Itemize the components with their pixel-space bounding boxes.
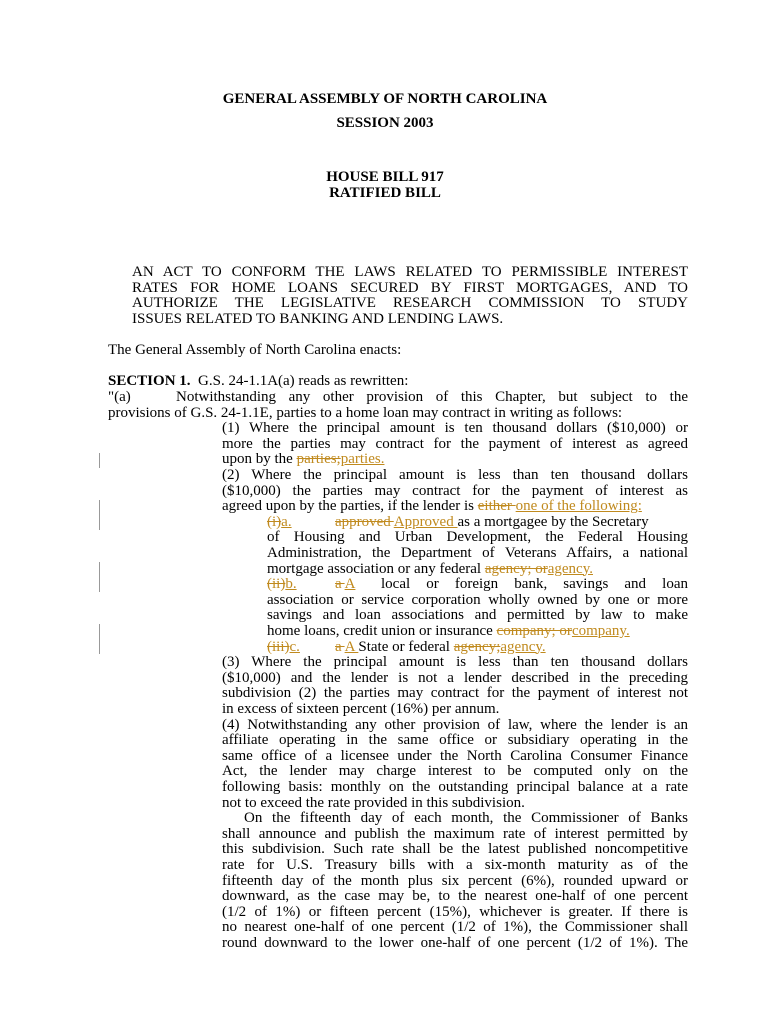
inserted-text: parties. [340,451,385,468]
text-line: same office of a licensee under the North Carolina Consumer Finance [222,747,688,764]
subsection-a-label: "(a) [108,389,131,405]
text-line: rate for U.S. Treasury bills with a six-month maturity as of the [222,856,688,873]
text-line: not to exceed the rate provided in this subdivision. [222,794,525,811]
text-line: upon by the parties;parties. [222,451,385,468]
text-line: fifteenth day of the month plus six percent (6%), rounded upward or [222,872,688,889]
text-line: home loans, credit union or insurance company; orcompany. [267,622,630,639]
text-line: local or foreign bank, savings and loan [381,576,688,593]
text-line: subdivision (2) the parties may contract for the payment of interest not [222,685,688,702]
text-line: Administration, the Department of Veterans Affairs, a national [267,544,688,561]
text-line: (1/2 of 1%) or fifteen percent (15%), whichever is greater. If there is [222,903,688,920]
deleted-text: either [477,498,516,515]
change-bar [99,624,100,654]
bill-status: RATIFIED BILL [329,185,441,201]
item-b-first-rest [381,577,688,593]
text-line: Notwithstanding any other provision of this Chapter, but subject to the [176,389,688,405]
act-title-line: ISSUES RELATED TO BANKING AND LENDING LAWS. [132,310,504,327]
text-line: (1) Where the principal amount is ten thousand dollars ($10,000) or [222,420,688,436]
enacting-clause: The General Assembly of North Carolina enacts: [108,342,402,358]
subdivision-3 [222,655,688,717]
assembly-heading: GENERAL ASSEMBLY OF NORTH CAROLINA [222,91,548,107]
text-line: of Housing and Urban Development, the Federal Housing [267,529,688,546]
rate-paragraph-first [244,811,688,827]
act-title-line: AUTHORIZE THE LEGISLATIVE RESEARCH COMMISSION TO STUDY [132,295,688,312]
item-c-text: a A State or federal agency;agency. [335,638,546,655]
act-title-line: RATES FOR HOME LOANS SECURED BY FIRST MORTGAGES, AND TO [132,279,688,296]
item-b-number: (ii)b. [267,576,297,593]
rate-paragraph [222,827,688,952]
text-line: this subdivision. Such rate shall be the latest published noncompetitive [222,841,688,858]
item-b [267,593,688,640]
text-line: Act, the lender may charge interest to be computed only on the [222,763,688,780]
text-line: no nearest one-half of one percent (1/2 of 1%), the Commissioner shall [222,919,688,936]
text-line: ($10,000) and the lender is not a lender described in the preceding [222,669,688,686]
text-line: shall announce and publish the maximum rate of interest permitted by [222,825,688,842]
text-line: downward, as the case may be, to the nearest one-half of one percent [222,888,688,905]
text-line: (2) Where the principal amount is less than ten thousand dollars [222,467,688,483]
text-line: (4) Notwithstanding any other provision of law, where the lender is an [222,716,688,733]
deleted-text: parties; [296,451,341,468]
subsection-a-text [176,390,688,406]
change-bar [99,562,100,592]
item-a-first: approved Approved as a mortgagee by the Secretary [335,513,649,530]
subdivision-1 [222,421,688,468]
section-label: SECTION 1. [108,373,191,389]
text-line: ($10,000) the parties may contract for the payment of interest as [222,482,688,499]
text-line: more the parties may contract for the payment of interest as agreed [222,435,688,452]
section-1-heading [108,374,408,390]
text-line: affiliate operating in the same office or subsidiary operating in the [222,732,688,749]
text-line: On the fifteenth day of each month, the Commissioner of Banks [244,810,688,827]
act-title-line: AN ACT TO CONFORM THE LAWS RELATED TO PERMISSIBLE INTEREST [132,264,688,280]
change-bar [99,453,100,468]
text-line: in excess of sixteen percent (16%) per annum. [222,700,500,717]
text-line: agreed upon by the parties, if the lender is either one of the following: [222,498,642,515]
subdivision-2 [222,468,688,515]
session-heading: SESSION 2003 [336,115,434,131]
text-line: round downward to the lower one-half of one percent (1/2 of 1%). The [222,934,688,951]
item-a [267,530,688,577]
text-line: following basis: monthly on the outstanding principal balance at a rate [222,778,688,795]
item-a-number: (i)a. [267,513,292,530]
section-intro: G.S. 24-1.1A(a) reads as rewritten: [198,373,409,389]
text-line: association or service corporation wholly owned by one or more [267,591,688,608]
text-line: (3) Where the principal amount is less than ten thousand dollars [222,654,688,671]
text-line: mortgage association or any federal agency; oragency. [267,560,593,577]
subdivision-4 [222,718,688,812]
item-c-number: (iii)c. [267,638,300,655]
act-title [132,265,688,327]
text-line: savings and loan associations and permitted by law to make [267,607,688,624]
item-b-first: a A [335,576,356,593]
change-bar [99,500,100,530]
subsection-a-text-2: provisions of G.S. 24-1.1E, parties to a home loan may contract in writing as follows: [108,404,623,421]
inserted-text: one of the following: [515,498,642,515]
bill-number: HOUSE BILL 917 [326,169,444,185]
